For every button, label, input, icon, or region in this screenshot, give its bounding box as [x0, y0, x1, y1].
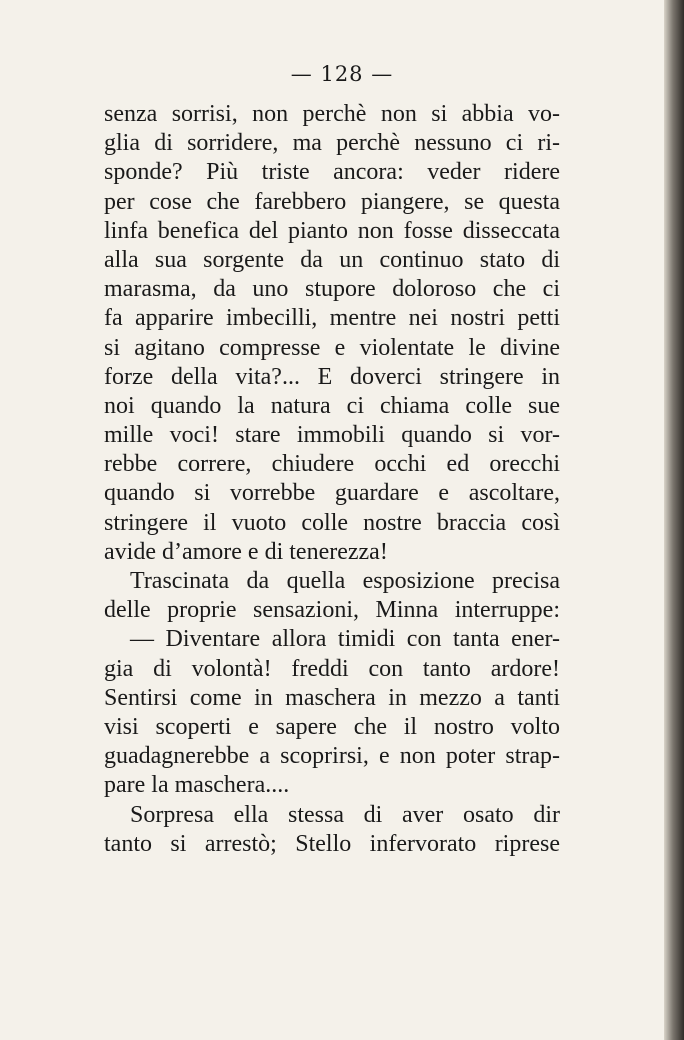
- text-line: per cose che farebbero piangere, se questa: [104, 188, 560, 215]
- text-line: tanto si arrestò; Stello infervorato riprese: [104, 830, 560, 857]
- page-number: — 128 —: [290, 62, 394, 86]
- text-line: rebbe correre, chiudere occhi ed orecchi: [104, 451, 560, 478]
- text-line: Sorpresa ella stessa di aver osato dir: [130, 801, 560, 828]
- text-line: avide d’amore e di tenerezza!: [104, 538, 388, 565]
- text-line: fa apparire imbecilli, mentre nei nostri petti: [104, 305, 560, 332]
- text-line: guadagnerebbe a scoprirsi, e non poter strap-: [104, 743, 560, 770]
- text-line: mille voci! stare immobili quando si vor-: [104, 422, 560, 449]
- text-line: quando si vorrebbe guardare e ascoltare,: [104, 480, 560, 507]
- text-line: linfa benefica del pianto non fosse disseccata: [104, 217, 560, 244]
- text-line: visi scoperti e sapere che il nostro volto: [104, 713, 560, 740]
- text-line: alla sua sorgente da un continuo stato di: [104, 246, 560, 273]
- page-edge-shadow: [664, 0, 684, 1040]
- text-line: senza sorrisi, non perchè non si abbia vo-: [104, 101, 560, 127]
- text-line: gia di volontà! freddi con tanto ardore!: [104, 655, 560, 682]
- text-line: Trascinata da quella esposizione precisa: [130, 568, 560, 594]
- text-line: Sentirsi come in maschera in mezzo a tanti: [104, 684, 560, 711]
- text-line: stringere il vuoto colle nostre braccia così: [104, 509, 560, 536]
- text-line: delle proprie sensazioni, Minna interruppe:: [104, 597, 560, 624]
- text-line: sponde? Più triste ancora: veder ridere: [104, 159, 560, 186]
- text-line: marasma, da uno stupore doloroso che ci: [104, 276, 560, 303]
- page-body: [104, 100, 560, 859]
- text-line: si agitano compresse e violentate le divine: [104, 334, 560, 361]
- text-line: — Diventare allora timidi con tanta ener-: [130, 626, 560, 653]
- text-line: noi quando la natura ci chiama colle sue: [104, 392, 560, 419]
- text-line: forze della vita?... E doverci stringere in: [104, 363, 560, 390]
- text-line: pare la maschera....: [104, 772, 290, 799]
- text-line: glia di sorridere, ma perchè nessuno ci ri-: [104, 130, 560, 157]
